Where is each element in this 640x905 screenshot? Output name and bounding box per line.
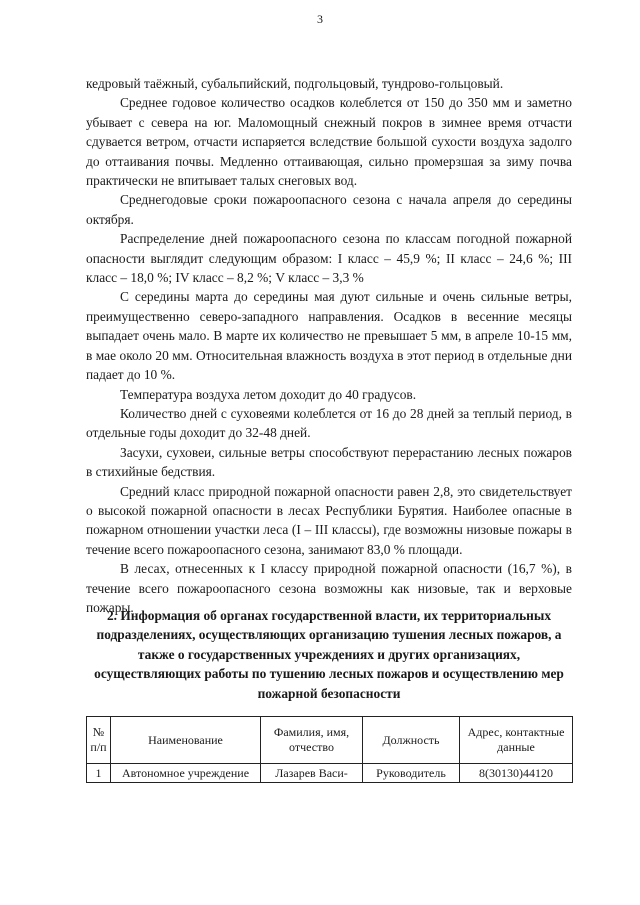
table-cell: Руководитель: [363, 764, 460, 783]
paragraph: Средний класс природной пожарной опасности равен 2,8, это свидетельствует о высокой пожарной опасности в лесах Республики Бурятия. Наиболее опасные в пожарном отношении участки леса (I – III классы), где возможны низовые пожары в течение всего пожароопасного сезона, занимают 83,0 % площади.: [86, 483, 572, 557]
paragraph: Среднегодовые сроки пожароопасного сезона с начала апреля до середины октября.: [86, 192, 572, 227]
table-cell: Автономное учреждение: [111, 764, 261, 783]
column-header-name: Наименование: [111, 717, 261, 764]
table-cell: Лазарев Васи-: [261, 764, 363, 783]
body-text: [86, 74, 572, 617]
column-header-full-name: Фамилия, имя, отчество: [261, 717, 363, 764]
table-row: [87, 764, 573, 783]
paragraph: С середины марта до середины мая дуют сильные и очень сильные ветры, преимущественно северо-западного направления. Осадков в весенние месяцы выпадает очень мало. В марте их количество не превышает 5 мм, в апреле 10-15 мм, в мае около 20 мм. Относительная влажность воздуха в этот период в отдельные дни падает до 10 %.: [86, 289, 572, 383]
column-header-number: № п/п: [87, 717, 111, 764]
paragraph: Засухи, суховеи, сильные ветры способствуют перерастанию лесных пожаров в стихийные бедствия.: [86, 444, 572, 480]
paragraph: кедровый таёжный, субальпийский, подгольцовый, тундрово-гольцовый.: [86, 76, 504, 91]
paragraph: Среднее годовое количество осадков колеблется от 150 до 350 мм и заметно убывает с севера на юг. Маломощный снежный покров в зимнее время отчасти сдувается ветром, отчасти испаряется вследствие большой сухости воздуха задолго до оттаивания почвы. Медленно оттаивающая, сильно промерзшая за зиму почва практически не впитывает талых снеговых вод.: [86, 95, 572, 189]
section-heading: 2. Информация об органах государственной власти, их территориальных подразделениях, осуществляющих организацию тушения лесных пожаров, а также о государственных учреждениях и других организациях, осуществляющих работы по тушению лесных пожаров и осуществлению мер пожарной безопасности: [94, 608, 564, 701]
paragraph: В лесах, отнесенных к I классу природной пожарной опасности (16,7 %), в течение всего пожароопасного сезона возможны как низовые, так и верховые пожары.: [86, 561, 572, 615]
page-number: 3: [317, 12, 323, 26]
column-header-position: Должность: [363, 717, 460, 764]
table-cell: 1: [87, 764, 111, 783]
paragraph: Количество дней с суховеями колеблется от 16 до 28 дней за теплый период, в отдельные годы доходит до 32-48 дней.: [86, 405, 572, 441]
organizations-table: [86, 716, 573, 783]
table-cell: 8(30130)44120: [460, 764, 573, 783]
table-header-row: [87, 717, 573, 764]
paragraph: Температура воздуха летом доходит до 40 градусов.: [120, 386, 417, 402]
paragraph: Распределение дней пожароопасного сезона по классам погодной пожарной опасности выглядит следующим образом: I класс – 45,9 %; II класс – 24,6 %; III класс – 18,0 %; IV класс – 8,2 %; V класс – 3,3 %: [86, 231, 572, 286]
column-header-contacts: Адрес, контактные данные: [460, 717, 573, 764]
